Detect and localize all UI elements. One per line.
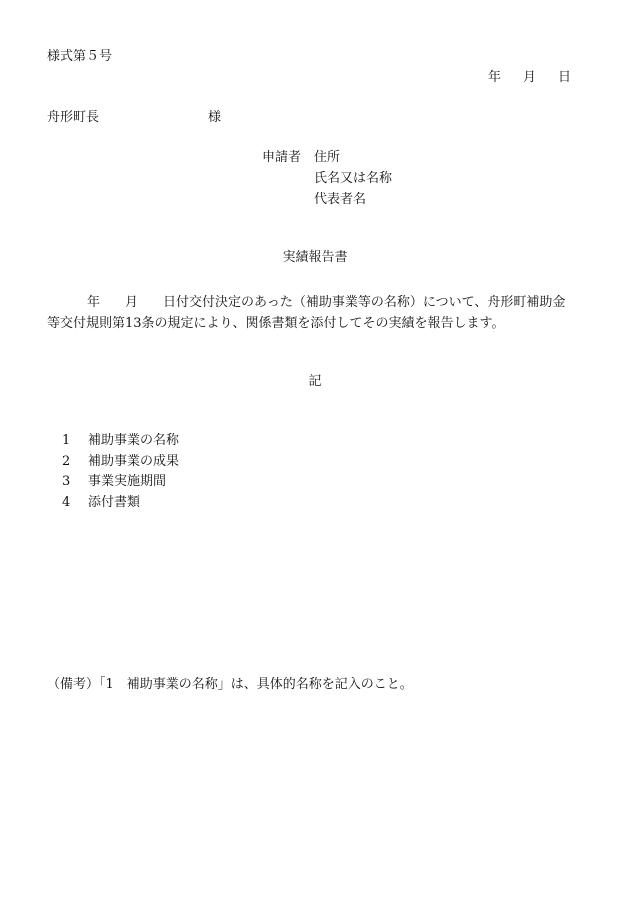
list-item <box>62 474 179 495</box>
item-label: 補助事業の成果 <box>88 453 180 469</box>
item-list <box>62 433 179 515</box>
list-item <box>62 495 179 516</box>
body-paragraph <box>47 292 587 334</box>
list-item <box>62 433 179 454</box>
applicant-field-address: 住所 <box>314 150 341 165</box>
form-number: 様式第５号 <box>47 49 113 64</box>
addressee-name: 舟形町長 <box>47 110 100 125</box>
addressee-honorific: 様 <box>208 110 222 125</box>
item-number: 1 <box>62 433 71 448</box>
addressee <box>47 110 222 126</box>
body-month: 月 <box>125 295 139 310</box>
applicant-field-name: 氏名又は名称 <box>314 171 393 186</box>
ki-heading: 記 <box>308 374 322 389</box>
item-number: 2 <box>62 453 71 469</box>
applicant-field-representative: 代表者名 <box>314 192 367 207</box>
list-item <box>62 454 179 475</box>
body-line1: 日付交付決定のあった（補助事業等の名称）について、舟形町補助金 <box>163 295 566 310</box>
applicant-block <box>262 150 392 213</box>
item-label: 補助事業の名称 <box>88 433 180 448</box>
date-year-label: 年 <box>488 70 502 85</box>
item-number: 3 <box>62 474 71 489</box>
applicant-label: 申請者 <box>262 150 302 165</box>
body-line2: 等交付規則第13条の規定により、関係書類を添付してその実績を報告します。 <box>47 316 505 331</box>
date-month-label: 月 <box>523 70 537 85</box>
document-title: 実績報告書 <box>282 250 348 265</box>
item-number: 4 <box>62 494 71 510</box>
item-label: 添付書類 <box>88 494 141 510</box>
remark-note: （備考）「1 補助事業の名称」は、具体的名称を記入のこと。 <box>47 677 413 692</box>
date-line <box>488 70 571 86</box>
item-label: 事業実施期間 <box>88 474 167 489</box>
body-year: 年 <box>87 295 101 310</box>
date-day-label: 日 <box>558 70 572 85</box>
